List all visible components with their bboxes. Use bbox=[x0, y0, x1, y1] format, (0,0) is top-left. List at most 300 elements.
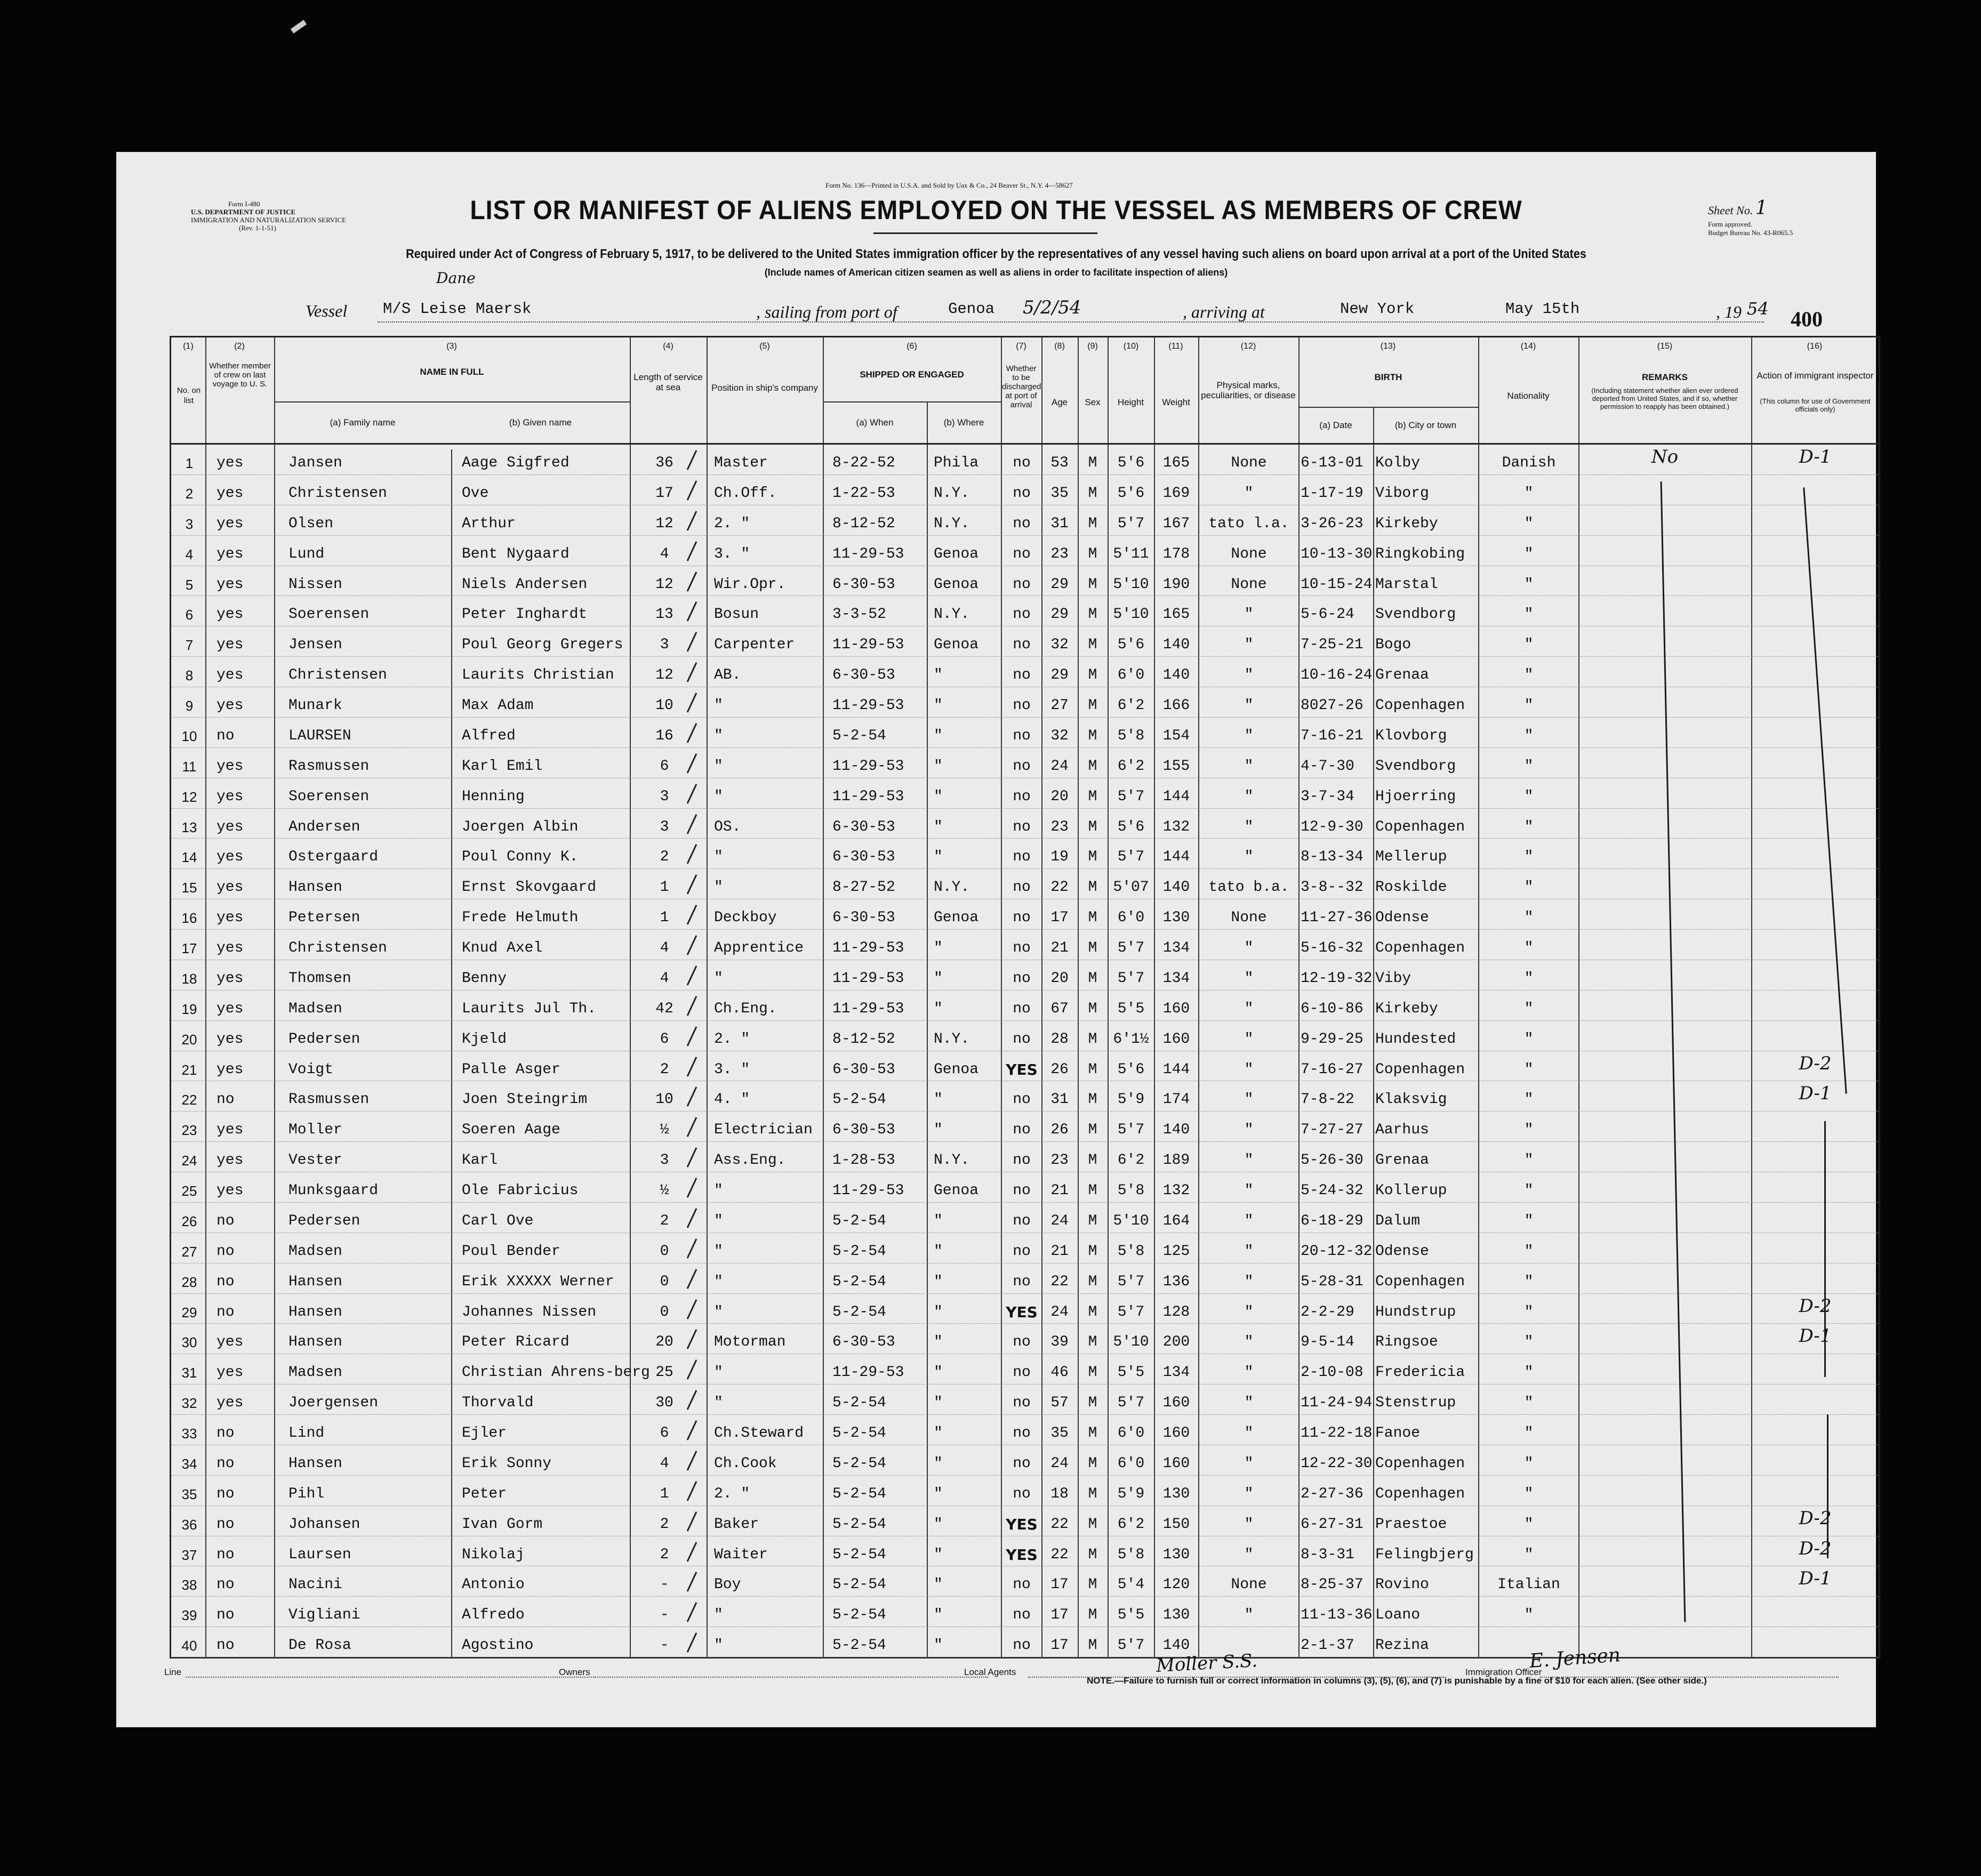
cell-position: Ch.Steward bbox=[714, 1425, 804, 1442]
cell-previous-voyage: no bbox=[216, 1303, 235, 1321]
table-row bbox=[171, 505, 1879, 536]
cell-position: Electrician bbox=[714, 1122, 813, 1139]
check-mark bbox=[687, 1511, 697, 1532]
row-number: 35 bbox=[181, 1486, 197, 1502]
cell-family-name: LAURSEN bbox=[288, 727, 351, 744]
cell-birth-date: 7-16-27 bbox=[1301, 1061, 1364, 1078]
cell-birth-city: Hjoerring bbox=[1375, 788, 1456, 805]
cell-height: 5'10 bbox=[1113, 1212, 1149, 1229]
cell-family-name: Madsen bbox=[288, 1243, 342, 1260]
cell-age: 67 bbox=[1050, 1000, 1069, 1017]
cell-shipped-when: 11-29-53 bbox=[832, 788, 904, 805]
cell-sex: M bbox=[1088, 545, 1097, 562]
cell-weight: 134 bbox=[1162, 970, 1190, 987]
cell-shipped-when: 5-2-54 bbox=[832, 1303, 886, 1321]
cell-weight: 140 bbox=[1162, 667, 1190, 684]
header-subrule bbox=[274, 401, 630, 402]
cell-length-service: 3 bbox=[660, 1152, 669, 1169]
cell-birth-date: 11-13-36 bbox=[1301, 1607, 1373, 1624]
cell-height: 5'8 bbox=[1117, 1546, 1145, 1563]
cell-nationality: " bbox=[1524, 1546, 1534, 1563]
cell-physical-marks: " bbox=[1244, 1364, 1254, 1381]
cell-given-name: Thorvald bbox=[462, 1395, 534, 1412]
cell-birth-city: Loano bbox=[1375, 1607, 1421, 1624]
check-mark bbox=[687, 1572, 697, 1592]
cell-shipped-when: 8-22-52 bbox=[832, 455, 895, 471]
cell-length-service: 0 bbox=[660, 1303, 669, 1321]
check-mark bbox=[687, 996, 697, 1016]
cell-weight: 128 bbox=[1162, 1303, 1190, 1321]
cell-age: 17 bbox=[1050, 1637, 1069, 1654]
cell-position: " bbox=[714, 1637, 723, 1654]
cell-previous-voyage: no bbox=[216, 1576, 235, 1593]
subtitle: Required under Act of Congress of February 5, 1917, to be delivered to the United States immigration officer by the representatives of any vessel having such aliens on board upon arrival at a port of the United States bbox=[406, 247, 1586, 261]
cell-nationality: " bbox=[1524, 1061, 1534, 1078]
departure-port: Genoa bbox=[948, 300, 995, 318]
cell-nationality: " bbox=[1524, 818, 1534, 835]
table-row bbox=[171, 1354, 1879, 1384]
cell-height: 5'11 bbox=[1113, 545, 1149, 562]
row-number: 32 bbox=[181, 1395, 197, 1412]
col-num: (11) bbox=[1168, 342, 1183, 351]
cell-shipped-when: 5-2-54 bbox=[832, 1273, 886, 1290]
cell-physical-marks: None bbox=[1231, 455, 1267, 471]
cell-shipped-when: 11-29-53 bbox=[832, 970, 904, 987]
cell-weight: 132 bbox=[1162, 1182, 1190, 1199]
cell-shipped-when: 3-3-52 bbox=[832, 606, 886, 623]
cell-birth-city: Felingbjerg bbox=[1375, 1546, 1474, 1563]
cell-birth-city: Fanoe bbox=[1375, 1425, 1421, 1442]
cell-age: 17 bbox=[1050, 1607, 1069, 1624]
table-row bbox=[171, 1081, 1879, 1112]
cell-physical-marks: " bbox=[1244, 1122, 1254, 1139]
cell-birth-date: 2-27-36 bbox=[1301, 1485, 1364, 1502]
cell-birth-city: Fredericia bbox=[1375, 1364, 1465, 1381]
row-number: 36 bbox=[181, 1516, 197, 1533]
cell-discharged: no bbox=[1013, 758, 1031, 775]
cell-birth-date: 12-22-30 bbox=[1301, 1455, 1373, 1472]
cell-shipped-when: 5-2-54 bbox=[832, 1576, 886, 1593]
cell-position: Boy bbox=[714, 1576, 741, 1593]
cell-shipped-when: 5-2-54 bbox=[832, 1546, 886, 1563]
cell-given-name: Aage Sigfred bbox=[462, 455, 570, 471]
cell-discharged: no bbox=[1013, 606, 1031, 623]
cell-birth-city: Kirkeby bbox=[1375, 1000, 1438, 1017]
cell-sex: M bbox=[1088, 1607, 1097, 1624]
cell-sex: M bbox=[1088, 849, 1097, 866]
cell-nationality: " bbox=[1524, 606, 1534, 623]
cell-physical-marks: tato b.a. bbox=[1208, 879, 1289, 896]
cell-shipped-where: " bbox=[934, 849, 943, 866]
table-row bbox=[171, 868, 1879, 899]
col-num: (14) bbox=[1520, 342, 1536, 351]
cell-nationality: " bbox=[1524, 545, 1534, 562]
cell-weight: 166 bbox=[1162, 697, 1190, 714]
cell-birth-city: Svendborg bbox=[1375, 606, 1456, 623]
cell-length-service: 12 bbox=[655, 667, 673, 684]
cell-birth-date: 7-16-21 bbox=[1301, 727, 1364, 744]
cell-height: 5'5 bbox=[1117, 1364, 1145, 1381]
cell-family-name: Johansen bbox=[288, 1516, 360, 1533]
row-number: 15 bbox=[181, 880, 197, 896]
cell-discharged: no bbox=[1013, 940, 1031, 956]
cell-previous-voyage: yes bbox=[216, 576, 244, 593]
cell-position: Motorman bbox=[714, 1334, 786, 1351]
col-num: (5) bbox=[759, 342, 770, 351]
cell-physical-marks: " bbox=[1244, 818, 1254, 835]
cell-age: 24 bbox=[1050, 1212, 1069, 1229]
check-mark bbox=[687, 965, 697, 986]
check-mark bbox=[687, 480, 697, 501]
cell-position: " bbox=[714, 727, 723, 744]
printer-line: Form No. 136—Printed in U.S.A. and Sold by Uax & Co., 24 Beaver St., N.Y. 4—58627 bbox=[825, 181, 1073, 189]
cell-birth-city: Hundested bbox=[1375, 1030, 1456, 1048]
cell-family-name: Madsen bbox=[288, 1364, 342, 1381]
check-mark bbox=[687, 814, 697, 834]
row-number: 28 bbox=[181, 1274, 197, 1290]
cell-age: 29 bbox=[1050, 667, 1069, 684]
cell-sex: M bbox=[1088, 879, 1097, 896]
check-mark bbox=[687, 723, 697, 743]
col-num: (2) bbox=[234, 342, 245, 351]
cell-birth-city: Praestoe bbox=[1375, 1516, 1447, 1533]
cell-physical-marks: " bbox=[1244, 1000, 1254, 1017]
cell-position: " bbox=[714, 1607, 723, 1624]
cell-birth-date: 12-19-32 bbox=[1301, 970, 1373, 987]
cell-position: OS. bbox=[714, 818, 741, 835]
cell-family-name: Pihl bbox=[288, 1485, 325, 1502]
cell-discharged: no bbox=[1013, 1395, 1031, 1412]
cell-height: 5'6 bbox=[1117, 818, 1145, 835]
row-number: 20 bbox=[181, 1031, 197, 1048]
cell-physical-marks: " bbox=[1244, 1485, 1254, 1502]
check-mark bbox=[687, 874, 697, 895]
cell-age: 31 bbox=[1050, 1091, 1069, 1108]
cell-physical-marks: " bbox=[1244, 1212, 1254, 1229]
cell-birth-date: 3-26-23 bbox=[1301, 515, 1364, 532]
cell-physical-marks: tato l.a. bbox=[1208, 515, 1289, 532]
cell-position: Apprentice bbox=[714, 940, 804, 956]
cell-length-service: 25 bbox=[655, 1364, 673, 1381]
cell-given-name: Frede Helmuth bbox=[462, 909, 579, 927]
cell-previous-voyage: yes bbox=[216, 485, 244, 502]
cell-sex: M bbox=[1088, 1485, 1097, 1502]
arriving-label: , arriving at bbox=[1183, 302, 1265, 321]
cell-height: 5'10 bbox=[1113, 606, 1149, 623]
cell-nationality: " bbox=[1524, 1455, 1534, 1472]
cell-age: 23 bbox=[1050, 818, 1069, 835]
cell-sex: M bbox=[1088, 1091, 1097, 1108]
check-mark bbox=[687, 602, 697, 622]
row-number: 10 bbox=[181, 728, 197, 744]
cell-birth-city: Marstal bbox=[1375, 576, 1438, 593]
cell-given-name: Soeren Aage bbox=[462, 1122, 560, 1139]
cell-length-service: 6 bbox=[660, 758, 669, 775]
cell-birth-date: 3-8--32 bbox=[1301, 879, 1364, 896]
header-age: Age bbox=[1051, 397, 1068, 407]
cell-shipped-when: 5-2-54 bbox=[832, 1485, 886, 1502]
row-number: 30 bbox=[181, 1334, 197, 1351]
row-number: 1 bbox=[185, 455, 194, 471]
check-mark bbox=[687, 571, 697, 592]
cell-previous-voyage: yes bbox=[216, 849, 244, 866]
cell-shipped-where: " bbox=[934, 940, 943, 956]
cell-shipped-where: " bbox=[934, 1334, 943, 1351]
row-number: 6 bbox=[185, 607, 194, 623]
departure-date: 5/2/54 bbox=[1023, 297, 1081, 318]
cell-age: 31 bbox=[1050, 515, 1069, 532]
cell-height: 5'8 bbox=[1117, 727, 1145, 744]
cell-family-name: Joergensen bbox=[288, 1395, 379, 1412]
cell-given-name: Peter Ricard bbox=[462, 1334, 570, 1351]
cell-age: 32 bbox=[1050, 637, 1069, 654]
cell-birth-city: Klovborg bbox=[1375, 727, 1447, 744]
action-pen-line bbox=[1827, 1414, 1828, 1558]
cell-position: Deckboy bbox=[714, 909, 777, 927]
cell-discharged: no bbox=[1013, 455, 1031, 471]
cell-weight: 169 bbox=[1162, 485, 1190, 502]
cell-physical-marks: " bbox=[1244, 727, 1254, 744]
cell-given-name: Poul Bender bbox=[462, 1243, 560, 1260]
cell-action: D-1 bbox=[1799, 1568, 1832, 1590]
cell-length-service: 1 bbox=[660, 909, 669, 927]
row-number: 9 bbox=[185, 698, 194, 714]
agents-signature: Moller S.S. bbox=[1156, 1650, 1258, 1677]
arrival-port: New York bbox=[1340, 300, 1415, 318]
header-shipped: SHIPPED OR ENGAGED bbox=[860, 369, 964, 380]
cell-age: 22 bbox=[1050, 879, 1069, 896]
cell-height: 5'6 bbox=[1117, 485, 1145, 502]
col-num: (10) bbox=[1123, 342, 1139, 351]
action-pen-line bbox=[1824, 1121, 1826, 1377]
cell-shipped-when: 11-29-53 bbox=[832, 940, 904, 956]
cell-nationality: " bbox=[1524, 1516, 1534, 1533]
cell-length-service: 3 bbox=[660, 637, 669, 654]
cell-physical-marks: " bbox=[1244, 1243, 1254, 1260]
table-row bbox=[171, 1627, 1879, 1657]
cell-given-name: Johannes Nissen bbox=[462, 1303, 597, 1321]
cell-family-name: Munark bbox=[288, 697, 342, 714]
cell-sex: M bbox=[1088, 1122, 1097, 1139]
cell-previous-voyage: yes bbox=[216, 940, 244, 956]
cell-previous-voyage: yes bbox=[216, 758, 244, 775]
cell-height: 5'7 bbox=[1117, 1395, 1145, 1412]
cell-shipped-where: " bbox=[934, 818, 943, 835]
cell-previous-voyage: yes bbox=[216, 818, 244, 835]
col-num: (6) bbox=[907, 342, 917, 351]
cell-discharged: no bbox=[1013, 818, 1031, 835]
table-row bbox=[171, 1020, 1879, 1051]
cell-given-name: Laurits Christian bbox=[462, 667, 614, 684]
cell-length-service: - bbox=[660, 1607, 669, 1624]
cell-weight: 140 bbox=[1162, 637, 1190, 654]
table-row bbox=[171, 1202, 1879, 1233]
vessel-name: M/S Leise Maersk bbox=[383, 300, 532, 318]
row-number: 21 bbox=[181, 1061, 197, 1078]
cell-age: 24 bbox=[1050, 1303, 1069, 1321]
cell-position: Ch.Off. bbox=[714, 485, 777, 502]
row-number: 29 bbox=[181, 1304, 197, 1321]
cell-previous-voyage: yes bbox=[216, 606, 244, 623]
cell-given-name: Karl Emil bbox=[462, 758, 543, 775]
check-mark bbox=[687, 1178, 697, 1198]
cell-discharged: no bbox=[1013, 1122, 1031, 1139]
cell-birth-city: Klaksvig bbox=[1375, 1091, 1447, 1108]
cell-length-service: 16 bbox=[655, 727, 673, 744]
table-row bbox=[171, 990, 1879, 1021]
cell-position: " bbox=[714, 849, 723, 866]
cell-previous-voyage: yes bbox=[216, 1182, 244, 1199]
row-number: 40 bbox=[181, 1638, 197, 1654]
cell-discharged: no bbox=[1013, 727, 1031, 744]
cell-age: 20 bbox=[1050, 788, 1069, 805]
cell-nationality: " bbox=[1524, 1303, 1534, 1321]
table-row bbox=[171, 960, 1879, 991]
row-number: 13 bbox=[181, 819, 197, 835]
cell-shipped-when: 6-30-53 bbox=[832, 909, 895, 927]
cell-physical-marks: " bbox=[1244, 1425, 1254, 1442]
cell-sex: M bbox=[1088, 1637, 1097, 1654]
cell-action: D-1 bbox=[1799, 446, 1832, 468]
cell-physical-marks: " bbox=[1244, 1061, 1254, 1078]
subnote: (Include names of American citizen seamen as well as aliens in order to facilitate inspection of aliens) bbox=[764, 267, 1228, 278]
cell-nationality: " bbox=[1524, 1122, 1534, 1139]
table-row bbox=[171, 566, 1879, 597]
cell-position: " bbox=[714, 1273, 723, 1290]
cell-discharged: no bbox=[1013, 545, 1031, 562]
check-mark bbox=[687, 1299, 697, 1319]
cell-sex: M bbox=[1088, 1546, 1097, 1563]
cell-previous-voyage: no bbox=[216, 1212, 235, 1229]
cell-family-name: Lind bbox=[288, 1425, 325, 1442]
check-mark bbox=[687, 1087, 697, 1107]
cell-shipped-when: 11-29-53 bbox=[832, 697, 904, 714]
table-row bbox=[171, 808, 1879, 839]
cell-birth-date: 7-27-27 bbox=[1301, 1122, 1364, 1139]
footer-owners-rule bbox=[594, 1677, 988, 1678]
cell-birth-date: 20-12-32 bbox=[1301, 1243, 1373, 1260]
col-num: (9) bbox=[1087, 342, 1098, 351]
cell-shipped-where: " bbox=[934, 1455, 943, 1472]
cell-age: 26 bbox=[1050, 1122, 1069, 1139]
year-prefix: , 19 bbox=[1716, 302, 1742, 321]
header-where: (b) Where bbox=[943, 417, 984, 428]
cell-birth-date: 12-9-30 bbox=[1301, 818, 1364, 835]
table-row bbox=[171, 1293, 1879, 1324]
cell-physical-marks: " bbox=[1244, 1334, 1254, 1351]
cell-birth-city: Copenhagen bbox=[1375, 940, 1465, 956]
cell-shipped-when: 6-30-53 bbox=[832, 818, 895, 835]
cell-height: 5'5 bbox=[1117, 1000, 1145, 1017]
row-number: 16 bbox=[181, 910, 197, 927]
cell-previous-voyage: yes bbox=[216, 1122, 244, 1139]
sheet-number-block bbox=[1708, 197, 1768, 219]
cell-birth-city: Kirkeby bbox=[1375, 515, 1438, 532]
col-num: (13) bbox=[1380, 342, 1396, 351]
cell-shipped-where: " bbox=[934, 1364, 943, 1381]
row-number: 37 bbox=[181, 1547, 197, 1563]
check-mark bbox=[687, 662, 697, 682]
cell-physical-marks: " bbox=[1244, 606, 1254, 623]
row-number: 11 bbox=[182, 758, 197, 775]
cell-sex: M bbox=[1088, 576, 1097, 593]
cell-age: 21 bbox=[1050, 1243, 1069, 1260]
cell-age: 22 bbox=[1050, 1273, 1069, 1290]
cell-nationality: " bbox=[1524, 1395, 1534, 1412]
cell-shipped-where: " bbox=[934, 1607, 943, 1624]
cell-shipped-where: Genoa bbox=[934, 909, 979, 927]
cell-sex: M bbox=[1088, 970, 1097, 987]
cell-sex: M bbox=[1088, 1000, 1097, 1017]
cell-family-name: Jensen bbox=[288, 637, 342, 654]
cell-height: 5'5 bbox=[1117, 1607, 1145, 1624]
cell-family-name: Pedersen bbox=[288, 1030, 360, 1048]
cell-age: 22 bbox=[1050, 1516, 1069, 1533]
cell-shipped-when: 6-30-53 bbox=[832, 849, 895, 866]
check-mark bbox=[687, 1390, 697, 1410]
cell-previous-voyage: no bbox=[216, 1273, 235, 1290]
cell-previous-voyage: no bbox=[216, 1637, 235, 1654]
header-action: Action of immigrant inspector bbox=[1757, 371, 1874, 381]
cell-family-name: Ostergaard bbox=[288, 849, 379, 866]
header-birth-date: (a) Date bbox=[1319, 420, 1352, 430]
cell-shipped-when: 6-30-53 bbox=[832, 1122, 895, 1139]
cell-shipped-when: 1-22-53 bbox=[832, 485, 895, 502]
cell-weight: 140 bbox=[1162, 879, 1190, 896]
table-row bbox=[171, 717, 1879, 748]
cell-shipped-when: 5-2-54 bbox=[832, 1607, 886, 1624]
cell-nationality: " bbox=[1524, 1334, 1534, 1351]
table-row bbox=[171, 899, 1879, 930]
cell-physical-marks: " bbox=[1244, 485, 1254, 502]
cell-shipped-where: N.Y. bbox=[934, 515, 970, 532]
cell-previous-voyage: yes bbox=[216, 667, 244, 684]
cell-shipped-where: Genoa bbox=[934, 545, 979, 562]
header-nationality: Nationality bbox=[1507, 391, 1550, 401]
cell-previous-voyage: yes bbox=[216, 788, 244, 805]
check-mark bbox=[687, 1330, 697, 1350]
cell-shipped-where: " bbox=[934, 1637, 943, 1654]
cell-birth-city: Copenhagen bbox=[1375, 697, 1465, 714]
cell-family-name: Soerensen bbox=[288, 788, 370, 805]
cell-birth-date: 7-8-22 bbox=[1301, 1091, 1354, 1108]
cell-weight: 165 bbox=[1162, 606, 1190, 623]
col-num: (16) bbox=[1807, 342, 1823, 351]
sheet-label: Sheet No. bbox=[1708, 204, 1753, 217]
cell-length-service: ½ bbox=[660, 1122, 669, 1139]
cell-action: D-1 bbox=[1799, 1083, 1832, 1105]
row-number: 39 bbox=[181, 1607, 197, 1624]
cell-previous-voyage: yes bbox=[216, 637, 244, 654]
cell-nationality: " bbox=[1524, 1425, 1534, 1442]
cell-shipped-when: 6-30-53 bbox=[832, 1334, 895, 1351]
cell-discharged: no bbox=[1013, 1030, 1031, 1048]
check-mark bbox=[687, 1117, 697, 1137]
cell-length-service: 13 bbox=[655, 606, 673, 623]
cell-given-name: Poul Georg Gregers bbox=[462, 637, 623, 654]
check-mark bbox=[687, 844, 697, 865]
cell-position: " bbox=[714, 1212, 723, 1229]
cell-physical-marks: " bbox=[1244, 637, 1254, 654]
check-mark bbox=[687, 693, 697, 713]
cell-family-name: Voigt bbox=[288, 1061, 334, 1078]
vessel-note: Dane bbox=[436, 269, 476, 287]
cell-discharged: no bbox=[1013, 909, 1031, 927]
table-row bbox=[171, 1384, 1879, 1415]
cell-previous-voyage: yes bbox=[216, 1061, 244, 1078]
header-family-name: (a) Family name bbox=[330, 417, 396, 428]
cell-nationality: " bbox=[1524, 1485, 1534, 1502]
